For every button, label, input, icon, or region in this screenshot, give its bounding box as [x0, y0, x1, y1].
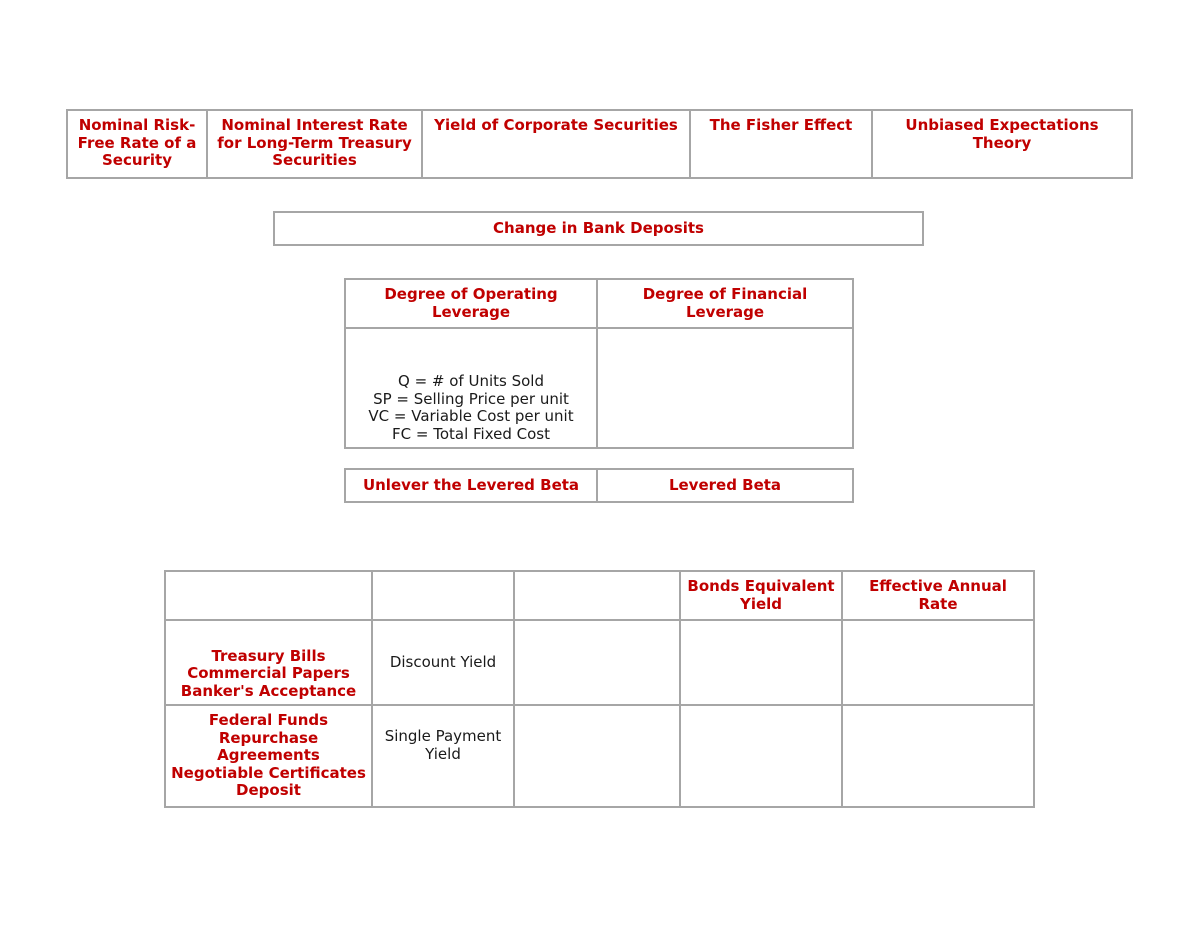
header-nominal-interest-rate-treasury: Nominal Interest Rate for Long-Term Treasury Securities: [207, 110, 422, 178]
empty-header-cell: [372, 571, 514, 620]
empty-header-cell: [514, 571, 680, 620]
definition-vc: VC = Variable Cost per unit: [368, 407, 574, 425]
bey-cell: [680, 620, 842, 705]
financial-leverage-cell: [597, 328, 853, 448]
yields-table: [164, 570, 1035, 808]
leverage-table: [344, 278, 854, 449]
yield-type-discount: Discount Yield: [372, 620, 514, 705]
definition-sp: SP = Selling Price per unit: [373, 389, 569, 408]
beta-table: [344, 468, 854, 503]
ear-cell: [842, 620, 1034, 705]
header-unbiased-expectations-theory: Unbiased Expectations Theory: [872, 110, 1132, 178]
bey-cell: [680, 705, 842, 807]
table-row: [165, 620, 1034, 705]
empty-cell: [514, 620, 680, 705]
header-nominal-risk-free-rate: Nominal Risk-Free Rate of a Security: [67, 110, 207, 178]
instrument-list: [165, 705, 372, 807]
header-effective-annual-rate: Effective Annual Rate: [842, 571, 1034, 620]
instrument-bankers-acceptance: Banker's Acceptance: [180, 681, 357, 700]
yield-type-single-payment: Single Payment Yield: [372, 705, 514, 807]
header-bonds-equivalent-yield: Bonds Equivalent Yield: [680, 571, 842, 620]
instrument-federal-funds: Federal Funds: [208, 711, 329, 729]
empty-cell: [514, 705, 680, 807]
header-change-in-bank-deposits: Change in Bank Deposits: [274, 212, 923, 245]
header-fisher-effect: The Fisher Effect: [690, 110, 872, 178]
definition-fc: FC = Total Fixed Cost: [392, 424, 550, 443]
header-levered-beta: Levered Beta: [597, 469, 853, 502]
empty-header-cell: [165, 571, 372, 620]
header-unlever-levered-beta: Unlever the Levered Beta: [345, 469, 597, 502]
instrument-list: [165, 620, 372, 705]
instrument-negotiable-certificates-deposit: Negotiable Certificates Deposit: [171, 763, 366, 799]
interest-rate-table: [66, 109, 1133, 179]
header-yield-corporate-securities: Yield of Corporate Securities: [422, 110, 690, 178]
ear-cell: [842, 705, 1034, 807]
instrument-treasury-bills: Treasury Bills: [211, 646, 326, 665]
instrument-commercial-papers: Commercial Papers: [187, 664, 350, 682]
header-degree-operating-leverage: Degree of Operating Leverage: [345, 279, 597, 328]
instrument-repurchase-agreements: Repurchase Agreements: [217, 728, 320, 764]
table-row: [165, 705, 1034, 807]
definition-q: Q = # of Units Sold: [398, 372, 544, 390]
operating-leverage-definitions: [345, 328, 597, 448]
header-degree-financial-leverage: Degree of Financial Leverage: [597, 279, 853, 328]
bank-deposits-table: [273, 211, 924, 246]
